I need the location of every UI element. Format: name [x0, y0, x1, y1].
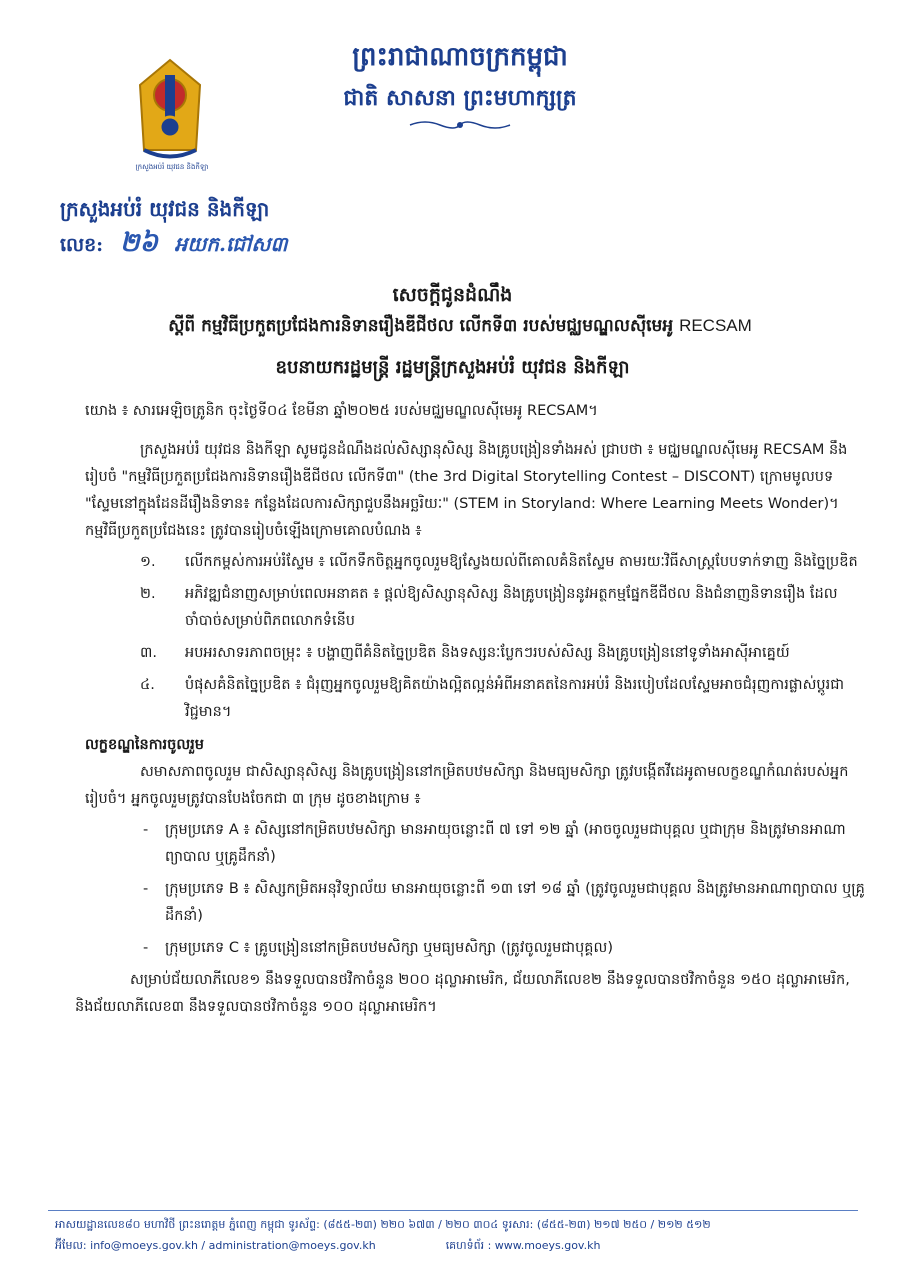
- list-item: [85, 549, 865, 576]
- list-item: [85, 817, 865, 871]
- categories-list: [85, 817, 865, 962]
- list-number: ១.: [140, 554, 156, 570]
- reference-row: [60, 226, 287, 264]
- criteria-heading: លក្ខខណ្ឌនៃការចូលរួម: [85, 737, 204, 753]
- document-subject: [60, 315, 860, 340]
- kingdom-heading: ព្រះរាជាណាចក្រកម្ពុជា: [352, 42, 568, 72]
- footer-address: អាសយដ្ឋានលេខ៨០ មហាវិថី ព្រះនរោត្តម ភ្នំពេញ កម្ពុជា ទូរស័ព្ទ: (៨៥៥-២៣) ២២០ ៦៧៣ / ២២០ ៣០៤ ទូរសារ: (៨៥៥-២៣) ២១៧ ២៥០ / ២១២ ៥១២: [55, 1218, 711, 1231]
- reference-line: យោង ៖ សារអេឡិចត្រូនិក ចុះថ្ងៃទី០៤ ខែមីនា ឆ្នាំ២០២៥ របស់មជ្ឈមណ្ឌលស៊ីមេអូ RECSAM។: [85, 403, 598, 419]
- list-item: [85, 581, 865, 635]
- issuer-title: ឧបនាយករដ្ឋមន្ត្រី រដ្ឋមន្ត្រីក្រសួងអប់រំ យុវជន និងកីឡា: [275, 357, 630, 378]
- list-text: ក្រុមប្រភេទ B ៖ សិស្សកម្រិតអនុវិទ្យាល័យ មានអាយុចន្លោះពី ១៣ ទៅ ១៨ ឆ្នាំ (ត្រូវចូលរួមជាបុគ្គល និងត្រូវមានអាណាព្យាបាល ឬគ្រូដឹកនាំ): [165, 881, 865, 924]
- bullet-dash: -: [143, 940, 149, 956]
- ministry-emblem-icon: [130, 55, 210, 175]
- objectives-list: [85, 549, 865, 726]
- subject-text: ស្ដីពី កម្មវិធីប្រកួតប្រជែងការនិទានរឿងឌីជីថល លើកទី៣ របស់មជ្ឈមណ្ឌលស៊ីមេអូ: [168, 316, 674, 336]
- list-text: អភិវឌ្ឍជំនាញសម្រាប់ពេលអនាគត ៖ ផ្ដល់ឱ្យសិស្សានុសិស្ស និងគ្រូបង្រៀននូវអត្ថកម្មផ្នែកឌីជីថល និងជំនាញនិទានរឿង ដែលចាំបាច់សម្រាប់ពិភពលោកទំនើប: [185, 586, 838, 629]
- list-item: [85, 640, 865, 667]
- bullet-dash: -: [143, 822, 149, 838]
- logo-caption: ក្រសួងអប់រំ យុវជន និងកីឡា: [135, 163, 209, 171]
- list-number: ៣.: [140, 645, 157, 661]
- list-item: [85, 672, 865, 726]
- list-text: លើកកម្ពស់ការអប់រំស្ទែម ៖ លើកទឹកចិត្តអ្នកចូលរួមឱ្យស្វែងយល់ពីគោលគំនិតស្ទែម តាមរយៈវិធីសាស្ត្របែបទាក់ទាញ និងច្នៃប្រឌិត: [185, 554, 858, 570]
- prizes-paragraph: សម្រាប់ជ័យលាភីលេខ១ នឹងទទួលបានថវិកាចំនួន ២០០ ដុល្លាអាមេរិក, ជ័យលាភីលេខ២ នឹងទទួលបានថវិកាចំនួន ១៥០ ដុល្លាអាមេរិក, និងជ័យលាភីលេខ៣ នឹងទទួលបានថវិកាចំនួន ១០០ ដុល្លាអាមេរិក។: [75, 972, 850, 1015]
- footer-divider: [48, 1210, 858, 1211]
- national-motto: ជាតិ សាសនា ព្រះមហាក្សត្រ: [343, 85, 577, 111]
- criteria-intro: សមាសភាពចូលរួម ជាសិស្សានុសិស្ស និងគ្រូបង្រៀននៅកម្រិតបឋមសិក្សា និងមធ្យមសិក្សា ត្រូវបង្កើតវីដេអូតាមលក្ខខណ្ឌកំណត់របស់អ្នករៀបចំ។ អ្នកចូលរួមត្រូវបានបែងចែកជា ៣ ក្រុម ដូចខាងក្រោម ៖: [85, 764, 849, 807]
- list-item: [85, 935, 865, 962]
- footer-email: អ៊ីមែល: info@moeys.gov.kh / administration@moeys.gov.kh: [55, 1239, 376, 1252]
- ministry-name: ក្រសួងអប់រំ យុវជន និងកីឡា: [60, 197, 270, 221]
- ornament-divider-icon: [405, 118, 515, 132]
- reference-code: អយក.ជៅស៣: [174, 232, 288, 256]
- footer-contacts: [55, 1239, 855, 1255]
- document-type: សេចក្ដីជូនដំណឹង: [392, 284, 513, 306]
- footer-website: គេហទំព័រ : www.moeys.gov.kh: [445, 1239, 601, 1252]
- list-number: ៤.: [140, 677, 155, 693]
- intro-paragraph: ក្រសួងអប់រំ យុវជន និងកីឡា សូមជូនដំណឹងដល់សិស្សានុសិស្ស និងគ្រូបង្រៀនទាំងអស់ ជ្រាបថា ៖ មជ្ឈមណ្ឌលស៊ីមេអូ RECSAM នឹងរៀបចំ "កម្មវិធីប្រកួតប្រជែងការនិទានរឿងឌីជីថល លើកទី៣" (the 3rd Digital Storytelling Contest – DISCONT) ក្រោមមូលបទ "ស្ទែមនៅក្នុងដែនដីរឿងនិទាន៖ កន្លែងដែលការសិក្សាជួបនឹងអច្ឆរិយៈ" (STEM in Storyland: Where Learning Meets Wonder)។ កម្មវិធីប្រកួតប្រជែងនេះ ត្រូវបានរៀបចំឡើងក្រោមគោលបំណង ៖: [85, 442, 848, 539]
- list-text: បំផុសគំនិតច្នៃប្រឌិត ៖ ជំរុញអ្នកចូលរួមឱ្យគិតយ៉ាងល្អិតល្អន់អំពីអនាគតនៃការអប់រំ និងរបៀបដែលស្ទែមអាចជំរុញការផ្លាស់ប្ដូរជាវិជ្ជមាន។: [185, 677, 845, 720]
- reference-number: ២៦: [119, 228, 158, 258]
- bullet-dash: -: [143, 881, 149, 897]
- reference-label: លេខ:: [60, 234, 104, 256]
- subject-org: RECSAM: [679, 316, 752, 335]
- list-item: [85, 876, 865, 930]
- list-text: អបអរសាទរភាពចម្រុះ ៖ បង្ហាញពីគំនិតច្នៃប្រឌិត និងទស្សនៈប្លែកៗរបស់សិស្ស និងគ្រូបង្រៀននៅទូទាំងអាស៊ីអាគ្នេយ៍: [185, 645, 790, 661]
- document-body: [75, 398, 865, 1021]
- list-text: ក្រុមប្រភេទ C ៖ គ្រូបង្រៀននៅកម្រិតបឋមសិក្សា ឬមធ្យមសិក្សា (ត្រូវចូលរួមជាបុគ្គល): [165, 940, 613, 956]
- list-text: ក្រុមប្រភេទ A ៖ សិស្សនៅកម្រិតបឋមសិក្សា មានអាយុចន្លោះពី ៧ ទៅ ១២ ឆ្នាំ (អាចចូលរួមជាបុគ្គល ឬជាក្រុម និងត្រូវមានអាណាព្យាបាល ឬគ្រូដឹកនាំ): [165, 822, 846, 865]
- list-number: ២.: [140, 586, 156, 602]
